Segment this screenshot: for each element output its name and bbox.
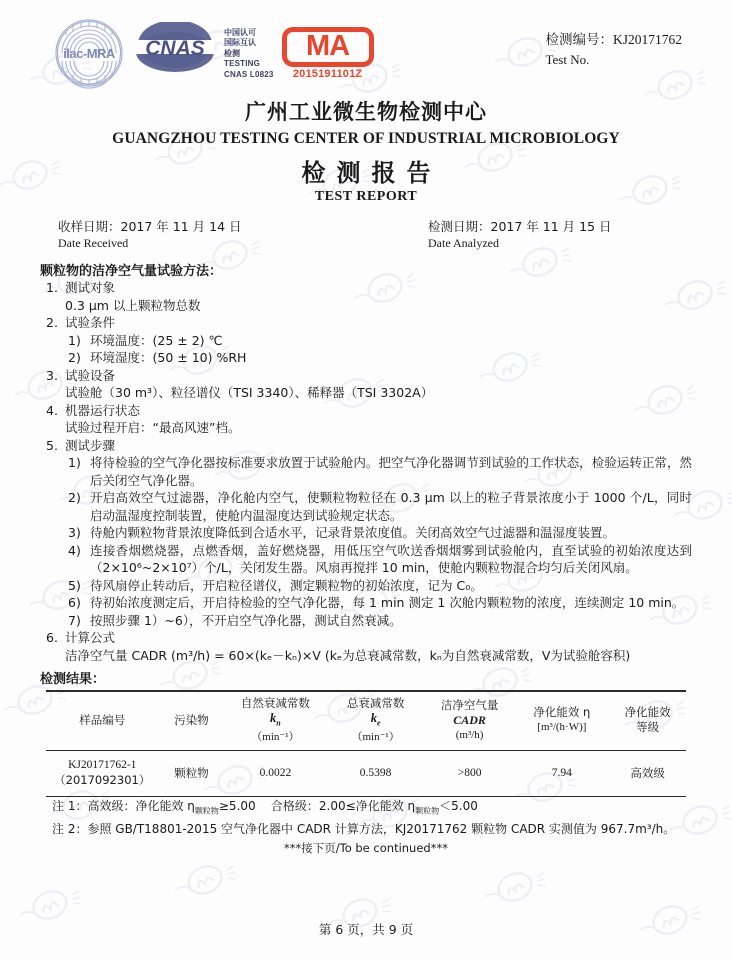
cell-sample-no-line2: （2017092301） bbox=[54, 773, 151, 787]
method-item-5-sub-1-num: 1) bbox=[68, 455, 81, 470]
cadr-formula: 洁净空气量 CADR (m³/h) = 60×(kₑ－kₙ)×V (kₑ为总衰减常数，kₙ为自然衰减常数，V为试验舱容积) bbox=[65, 647, 631, 663]
col-header-grade bbox=[609, 691, 686, 751]
cma-certificate-number: 2015191101Z bbox=[292, 67, 363, 80]
results-table-head bbox=[46, 691, 686, 751]
method-item-3-label: 试验设备 bbox=[65, 367, 116, 383]
method-item-5-sub-3-num: 3) bbox=[68, 525, 81, 540]
method-item-5-sub-7-text: 按照步骤 1）~6），不开启空气净化器，测试自然衰减。 bbox=[90, 612, 402, 628]
cma-logo-icon bbox=[282, 27, 374, 80]
col-header-grade-title: 净化能效 bbox=[624, 705, 671, 720]
method-item-3-line-1: 试验舱（30 m³）、粒径谱仪（TSI 3340）、稀释器（TSI 3302A） bbox=[65, 385, 434, 400]
col-header-grade-sub: 等级 bbox=[636, 720, 660, 735]
method-item-5-num: 5. bbox=[46, 437, 58, 453]
cell-sample-no-line1: KJ20171762-1 bbox=[68, 759, 137, 771]
method-item-4-line-1: 试验过程开启：“最高风速”档。 bbox=[65, 420, 241, 435]
svg-text:CNAS: CNAS bbox=[145, 37, 205, 60]
method-item-5-sub-6-num: 6) bbox=[68, 595, 81, 610]
note-1-part-b: ≥5.00 bbox=[218, 799, 256, 813]
col-header-sample-no-label: 样品编号 bbox=[79, 712, 126, 727]
date-received-block bbox=[58, 219, 428, 251]
cnas-caption bbox=[224, 26, 274, 81]
method-item-5-sub-6 bbox=[40, 594, 692, 612]
report-title-en: TEST REPORT bbox=[314, 189, 418, 204]
method-item-5-sub-7-num: 7) bbox=[68, 612, 81, 628]
ilac-mra-logo-icon bbox=[52, 16, 126, 90]
col-header-efficiency bbox=[514, 691, 609, 751]
continued-marker: ***接下页/To be continued*** bbox=[284, 841, 448, 856]
method-item-5 bbox=[40, 437, 692, 455]
method-item-5-label: 测试步骤 bbox=[65, 437, 116, 453]
method-item-5-sub-5-num: 5) bbox=[68, 577, 81, 593]
results-section-title: 检测结果： bbox=[40, 671, 106, 687]
cell-efficiency: 7.94 bbox=[514, 751, 609, 797]
method-item-6-num: 6. bbox=[46, 630, 58, 645]
col-header-ke-title: 总衰减常数 bbox=[346, 695, 405, 710]
svg-text:ilac-MRA: ilac-MRA bbox=[63, 46, 115, 61]
note-1 bbox=[40, 797, 692, 820]
cell-cadr: >800 bbox=[425, 751, 515, 797]
col-header-pollutant-label: 污染物 bbox=[174, 712, 209, 727]
method-item-1-line-1: 0.3 μm 以上颗粒物总数 bbox=[65, 297, 201, 313]
cnas-line-5: CNAS L0823 bbox=[224, 69, 274, 79]
method-item-1-label: 测试对象 bbox=[65, 280, 116, 295]
test-number-block bbox=[545, 16, 692, 70]
col-header-efficiency-unit: [m³/(h·W)] bbox=[537, 721, 587, 734]
method-item-2-sub-1-text: 环境温度：(25 ± 2) ℃ bbox=[90, 332, 223, 348]
note-1-part-a: 注 1：高效级：净化能效 η bbox=[52, 799, 195, 813]
col-header-kn-title: 自然衰减常数 bbox=[240, 695, 310, 710]
method-item-5-sub-1-text: 将待检验的空气净化器按标准要求放置于试验舱内。把空气净化器调节到试验的工作状态，检验运转正常，然后关闭空气净化器。 bbox=[90, 455, 692, 488]
method-item-2-sub-1 bbox=[40, 332, 692, 350]
method-item-3 bbox=[40, 367, 692, 385]
date-analyzed-cn: 检测日期：2017 年 11 月 15 日 bbox=[428, 219, 612, 234]
method-item-5-sub-2 bbox=[40, 489, 692, 524]
col-header-pollutant bbox=[159, 691, 225, 751]
method-item-6 bbox=[40, 629, 692, 647]
method-item-6-label: 计算公式 bbox=[65, 630, 116, 645]
results-table bbox=[46, 690, 686, 798]
page-footer: 第 6 页，共 9 页 bbox=[318, 922, 414, 937]
cell-kn: 0.0022 bbox=[224, 751, 326, 797]
method-item-3-num: 3. bbox=[46, 367, 58, 383]
col-header-kn bbox=[224, 691, 326, 751]
col-header-ke bbox=[326, 691, 424, 751]
table-row bbox=[46, 751, 686, 797]
col-header-cadr bbox=[425, 691, 515, 751]
cell-ke: 0.5398 bbox=[326, 751, 424, 797]
accreditation-logos bbox=[52, 16, 374, 90]
report-title-cn: 检测报告 bbox=[301, 159, 442, 187]
col-header-cadr-unit: (m³/h) bbox=[455, 728, 484, 741]
note-1-part-d: ＜5.00 bbox=[439, 799, 478, 813]
note-1-subscript-2: 颗粒物 bbox=[415, 806, 440, 816]
dates-row bbox=[40, 219, 692, 251]
cell-pollutant: 颗粒物 bbox=[159, 751, 225, 797]
organization-name-cn: 广州工业微生物检测中心 bbox=[245, 100, 487, 124]
cnas-line-3: 检测 bbox=[224, 48, 240, 58]
note-1-subscript-1: 颗粒物 bbox=[194, 806, 219, 816]
cnas-line-1: 中国认可 bbox=[224, 27, 256, 37]
test-number-label-cn: 检测编号： bbox=[545, 32, 613, 48]
method-item-2-sub-2 bbox=[40, 349, 692, 367]
col-header-ke-symbol: $k_e$ bbox=[370, 710, 381, 727]
method-item-5-sub-7 bbox=[40, 612, 692, 630]
cell-sample-no bbox=[46, 751, 159, 797]
method-item-5-sub-4 bbox=[40, 542, 692, 577]
method-item-2-sub-1-num: 1) bbox=[68, 332, 81, 348]
test-number-value: KJ20171762 bbox=[612, 32, 682, 47]
date-received-en: Date Received bbox=[58, 236, 129, 250]
col-header-efficiency-title: 净化能效 η bbox=[533, 705, 591, 720]
method-item-5-sub-4-num: 4) bbox=[68, 542, 81, 558]
cnas-line-4: TESTING bbox=[224, 59, 261, 69]
method-item-4-num: 4. bbox=[46, 402, 58, 418]
method-item-1 bbox=[40, 279, 692, 297]
method-item-4-label: 机器运行状态 bbox=[65, 402, 141, 418]
col-header-kn-unit: （min⁻¹） bbox=[251, 731, 300, 743]
method-item-5-sub-2-num: 2) bbox=[68, 490, 81, 505]
method-item-2-num: 2. bbox=[46, 315, 58, 330]
method-item-2-label: 试验条件 bbox=[65, 315, 116, 330]
test-number-label-en: Test No. bbox=[545, 52, 590, 67]
method-item-2-sub-2-text: 环境湿度：(50 ± 10) %RH bbox=[90, 350, 247, 365]
results-table-body bbox=[46, 751, 686, 797]
col-header-kn-symbol: $k_n$ bbox=[270, 710, 281, 727]
date-analyzed-block bbox=[428, 219, 612, 251]
method-item-4 bbox=[40, 402, 692, 420]
col-header-ke-unit: （min⁻¹） bbox=[351, 731, 400, 743]
note-1-part-c: 合格级：2.00≤净化能效 η bbox=[270, 799, 416, 813]
method-item-2-sub-2-num: 2) bbox=[68, 350, 81, 365]
method-item-5-sub-4-text: 连接香烟燃烧器，点燃香烟，盖好燃烧器，用低压空气吹送香烟烟雾到试验舱内，直至试验的初始浓度达到（2×10⁶~2×10⁷）个/L，关闭发生器。风扇再搅拌 10 min，使舱内颗粒物混合均匀后关闭风扇。 bbox=[90, 542, 692, 575]
method-section-title: 颗粒物的洁净空气量试验方法： bbox=[40, 264, 223, 279]
method-item-5-sub-1 bbox=[40, 454, 692, 489]
organization-name-en: GUANGZHOU TESTING CENTER OF INDUSTRIAL MICROBIOLOGY bbox=[112, 130, 620, 147]
col-header-cadr-title: 洁净空气量 bbox=[440, 697, 499, 712]
method-item-5-sub-3-text: 待舱内颗粒物背景浓度降低到合适水平，记录背景浓度值。关闭高效空气过滤器和温湿度装置。 bbox=[90, 525, 616, 540]
date-received-cn: 收样日期：2017 年 11 月 14 日 bbox=[58, 219, 242, 234]
method-item-5-sub-2-text: 开启高效空气过滤器，净化舱内空气，使颗粒物粒径在 0.3 μm 以上的粒子背景浓度小于 1000 个/L，同时启动温湿度控制装置，使舱内温湿度达到试验规定状态。 bbox=[90, 490, 692, 523]
method-item-5-sub-3 bbox=[40, 524, 692, 542]
report-header bbox=[40, 0, 692, 94]
method-item-5-sub-6-text: 待初始浓度测定后，开启待检验的空气净化器，每 1 min 测定 1 次舱内颗粒物的浓度，连续测定 10 min。 bbox=[90, 595, 685, 610]
results-table-header-row bbox=[46, 691, 686, 751]
col-header-sample-no bbox=[46, 691, 159, 751]
method-item-5-sub-5 bbox=[40, 577, 692, 595]
note-2: 注 2：参照 GB/T18801-2015 空气净化器中 CADR 计算方法，KJ20171762 颗粒物 CADR 实测值为 967.7m³/h。 bbox=[52, 822, 676, 837]
cnas-logo-icon bbox=[132, 22, 218, 84]
method-item-5-sub-5-text: 待风扇停止转动后，开启粒径谱仪，测定颗粒物的初始浓度，记为 C₀。 bbox=[90, 577, 483, 593]
method-item-1-num: 1. bbox=[46, 280, 58, 295]
col-header-cadr-symbol: CADR bbox=[453, 712, 486, 727]
date-analyzed-en: Date Analyzed bbox=[428, 236, 499, 250]
cell-grade: 高效级 bbox=[609, 751, 686, 797]
cnas-line-2: 国际互认 bbox=[224, 38, 256, 48]
test-number-cn bbox=[545, 30, 682, 50]
cma-badge-label: MA bbox=[282, 27, 374, 67]
method-item-2 bbox=[40, 314, 692, 332]
